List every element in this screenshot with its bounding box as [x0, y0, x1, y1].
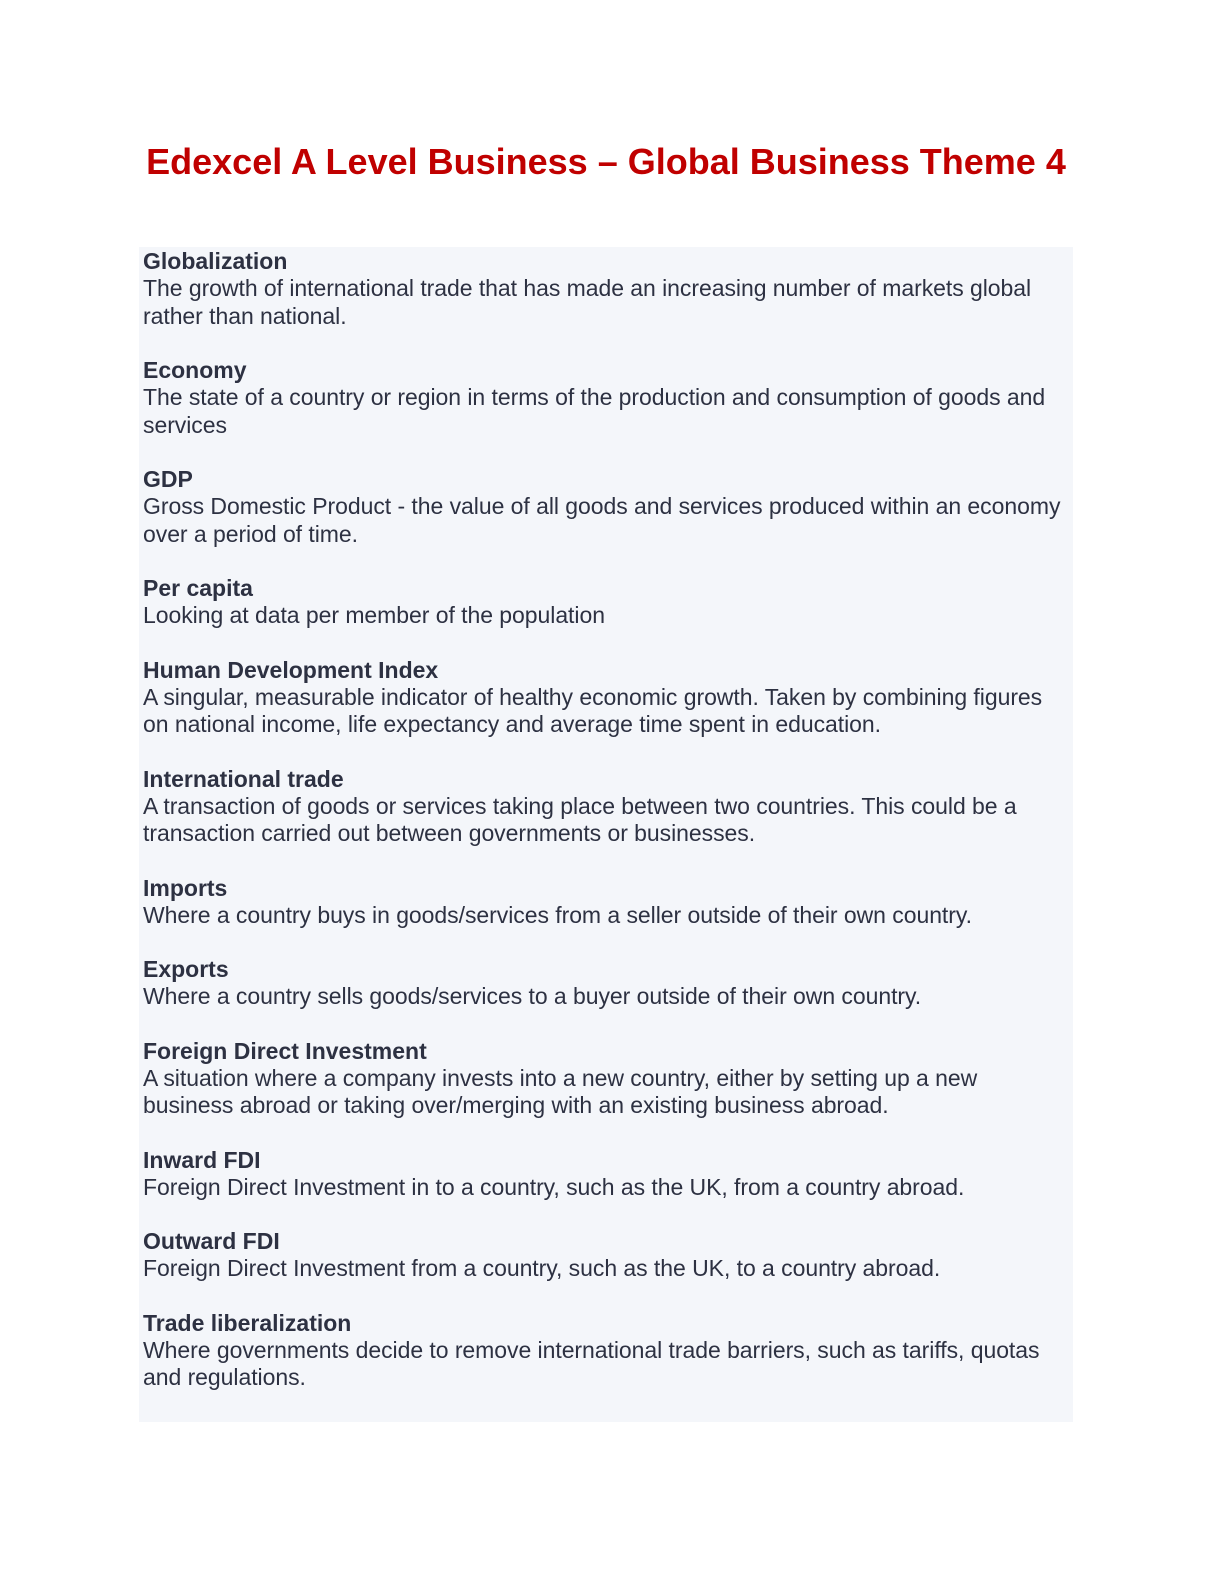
- glossary-term: Foreign Direct Investment: [143, 1037, 427, 1064]
- glossary-entry-gdp: [143, 465, 1069, 548]
- glossary-list: [143, 247, 1069, 1418]
- glossary-entry-international-trade: [143, 765, 1069, 848]
- glossary-term: GDP: [143, 466, 193, 492]
- glossary-term: International trade: [143, 765, 344, 792]
- glossary-entry-human-development-index: [143, 656, 1069, 739]
- glossary-term: Trade liberalization: [143, 1309, 352, 1336]
- glossary-definition: Where a country sells goods/services to a buyer outside of their own country.: [143, 983, 922, 1009]
- glossary-definition: A situation where a company invests into a new country, either by setting up a new business abroad or taking over/merging with an existing business abroad.: [143, 1064, 978, 1118]
- glossary-term: Imports: [143, 874, 228, 901]
- glossary-term: Exports: [143, 956, 229, 982]
- glossary-term: Inward FDI: [143, 1146, 261, 1173]
- glossary-definition: Where a country buys in goods/services from a seller outside of their own country.: [143, 901, 972, 928]
- glossary-entry-per-capita: [143, 574, 1069, 630]
- glossary-definition: Foreign Direct Investment from a country, such as the UK, to a country abroad.: [143, 1255, 941, 1281]
- glossary-definition: Gross Domestic Product - the value of all goods and services produced within an economy over a period of time.: [143, 493, 1061, 547]
- glossary-definition: Foreign Direct Investment in to a country, such as the UK, from a country abroad.: [143, 1173, 965, 1200]
- glossary-term: Outward FDI: [143, 1228, 280, 1254]
- glossary-entry-inward-fdi: [143, 1146, 1069, 1202]
- glossary-entry-trade-liberalization: [143, 1309, 1069, 1392]
- glossary-term: Economy: [143, 357, 247, 383]
- glossary-definition: The growth of international trade that has made an increasing number of markets global rather than national.: [143, 275, 1032, 329]
- glossary-definition: Looking at data per member of the population: [143, 602, 605, 628]
- glossary-entry-foreign-direct-investment: [143, 1037, 1069, 1120]
- glossary-entry-imports: [143, 874, 1069, 930]
- glossary-definition: A transaction of goods or services taking place between two countries. This could be a transaction carried out between governments or businesses.: [143, 792, 1017, 846]
- glossary-term: Human Development Index: [143, 656, 439, 683]
- glossary-entry-outward-fdi: [143, 1227, 1069, 1283]
- glossary-definition: The state of a country or region in terms of the production and consumption of goods and services: [143, 384, 1046, 438]
- glossary-term: Per capita: [143, 575, 253, 601]
- glossary-entry-globalization: [143, 247, 1069, 330]
- glossary-entry-economy: [143, 356, 1069, 439]
- page-title: Edexcel A Level Business – Global Business Theme 4: [146, 141, 1066, 182]
- glossary-definition: Where governments decide to remove international trade barriers, such as tariffs, quotas and regulations.: [143, 1336, 1040, 1390]
- glossary-definition: A singular, measurable indicator of healthy economic growth. Taken by combining figures on national income, life expectancy and average time spent in education.: [143, 683, 1043, 737]
- glossary-entry-exports: [143, 955, 1069, 1011]
- glossary-term: Globalization: [143, 248, 288, 274]
